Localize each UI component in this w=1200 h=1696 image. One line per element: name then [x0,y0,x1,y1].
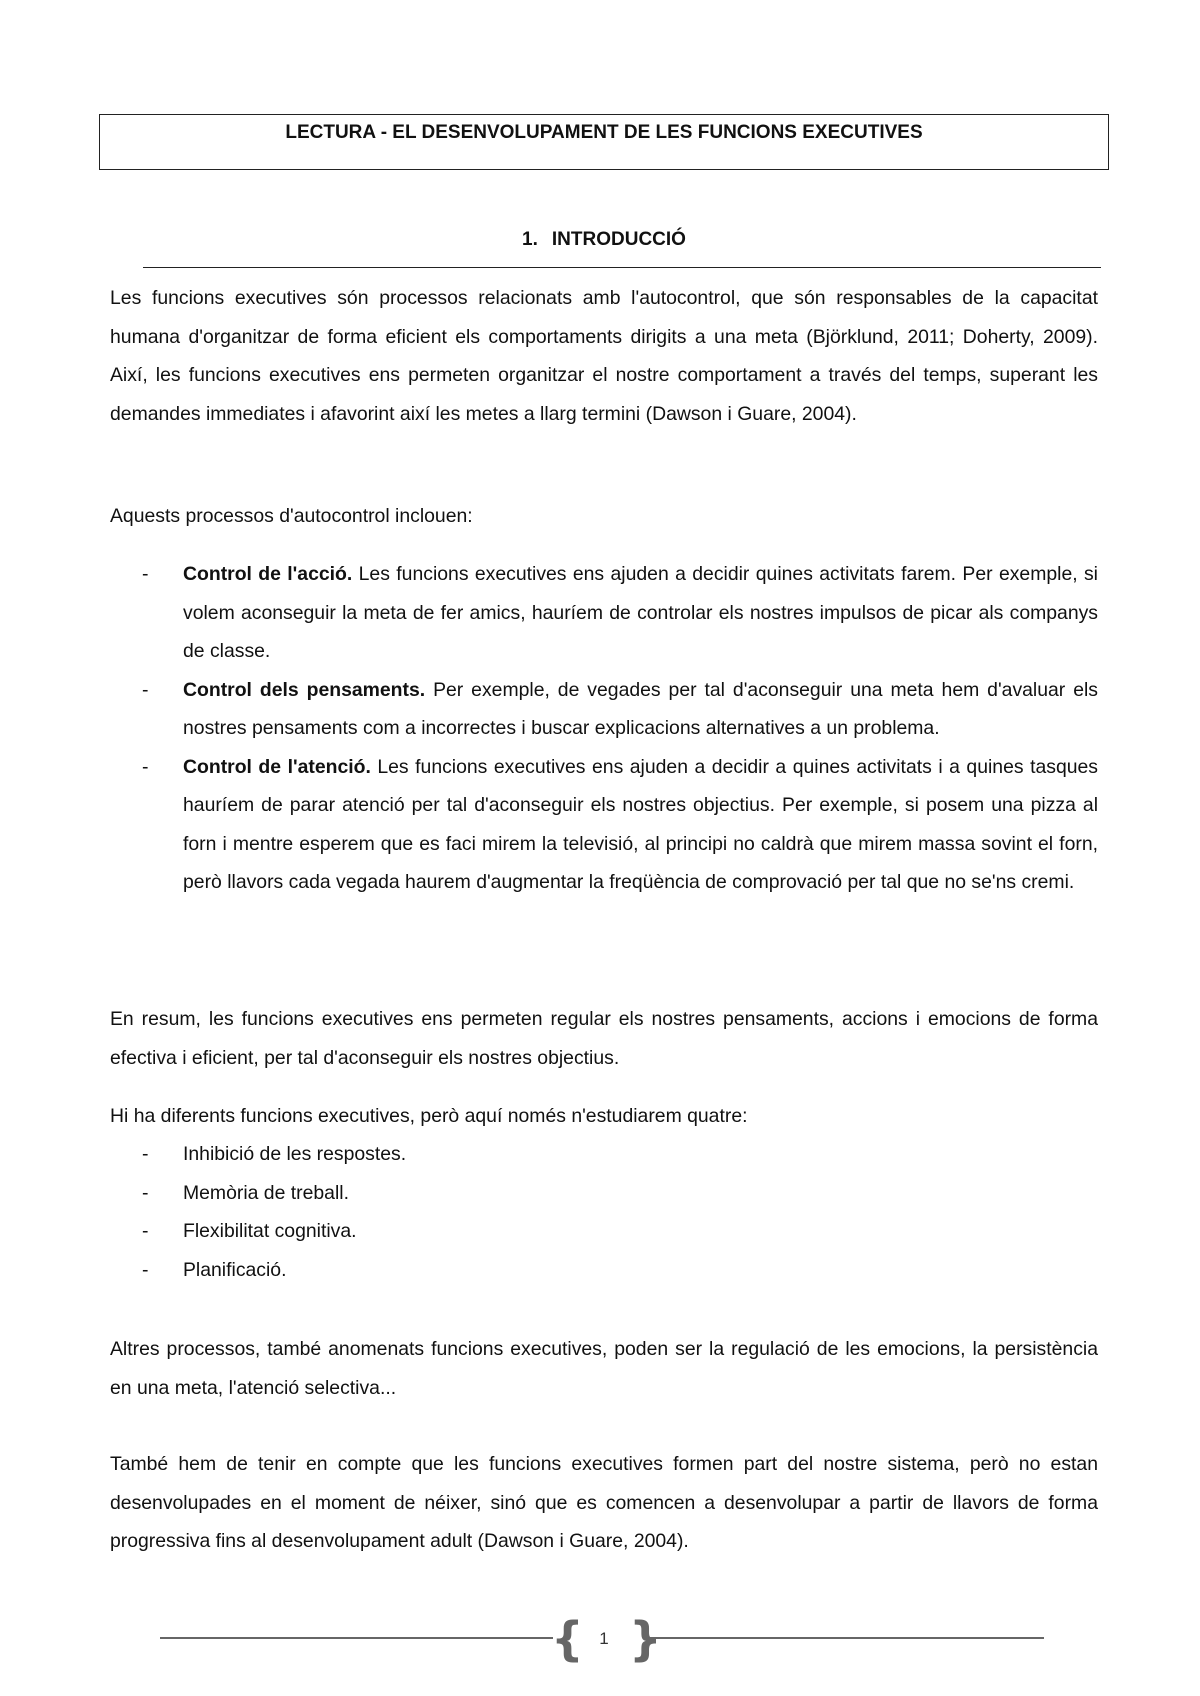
bullet-dash: - [142,678,149,701]
footer-brace-left: { [551,1612,584,1666]
footer-brace-right: } [629,1612,662,1666]
document-title: LECTURA - EL DESENVOLUPAMENT DE LES FUNCIONS EXECUTIVES [285,122,923,143]
intro-paragraph: Les funcions executives són processos relacionats amb l'autocontrol, que són responsables de la capacitat humana d'organitzar de forma eficient els comportaments dirigits a una meta (Björklund, 2011; Doherty, 2009). Així, les funcions executives ens permeten organitzar el nostre comportament a través del temps, superant les demandes immediates i afavorint així les metes a llarg termini (Dawson i Guare, 2004). [110,287,1098,425]
section-heading [0,229,1200,251]
hiha-paragraph: Hi ha diferents funcions executives, però aquí només n'estudiarem quatre: [110,1105,748,1127]
bullet-dash: - [142,1220,149,1242]
bullet-text [183,671,1098,748]
list-item [110,555,1098,671]
section-number: 1. [522,229,538,250]
list-item [110,1174,1098,1213]
title-box [99,114,1109,170]
altres-paragraph: Altres processos, també anomenats funcions executives, poden ser la regulació de les emocions, la persistència en una meta, l'atenció selectiva... [110,1338,1098,1399]
page-footer [0,1612,1200,1675]
bullet-text [183,555,1098,671]
list-item-text: Memòria de treball. [183,1181,349,1204]
bullet-term: Control de l'atenció. [183,755,371,778]
list-item-text: Inhibició de les respostes. [183,1143,407,1165]
aquests-paragraph: Aquests processos d'autocontrol inclouen: [110,505,473,527]
bullet-body: Les funcions executives ens ajuden a decidir a quines activitats i a quines tasques hauríem de parar atenció per tal d'aconseguir els nostres objectius. Per exemple, si posem una pizza al forn i mentre esperem que es faci mirem la televisió, al principi no caldrà que mirem massa sovint el forn, però llavors cada vegada haurem d'augmentar la freqüència de comprovació per tal que no se'ns cremi. [183,755,1098,893]
page-number: 1 [599,1629,609,1648]
list-item-text: Planificació. [183,1258,287,1281]
bullet-body: Les funcions executives ens ajuden a decidir quines activitats farem. Per exemple, si volem aconseguir la meta de fer amics, hauríem de controlar els nostres impulsos de picar als companys de classe. [183,563,1098,662]
control-bullet-list [110,555,1098,902]
footer-rule-left [160,1637,553,1639]
bullet-body: Per exemple, de vegades per tal d'aconseguir una meta hem d'avaluar els nostres pensaments com a incorrectes i buscar explicacions alternatives a un problema. [183,678,1098,739]
list-item [110,1135,1098,1174]
bullet-dash: - [142,755,149,778]
resum-paragraph: En resum, les funcions executives ens permeten regular els nostres pensaments, accions i emocions de forma efectiva i eficient, per tal d'aconseguir els nostres objectius. [110,1008,1098,1069]
footer-rule-right [648,1637,1044,1639]
section-title: INTRODUCCIÓ [551,229,686,250]
bullet-text [183,748,1098,902]
bullet-term: Control de l'acció. [183,563,353,585]
functions-list [110,1135,1098,1289]
list-item-text: Flexibilitat cognitiva. [183,1220,357,1242]
section-divider [143,267,1101,268]
list-item [110,671,1098,748]
bullet-dash: - [142,1181,149,1204]
bullet-term: Control dels pensaments. [183,678,426,701]
list-item [110,748,1098,902]
list-item [110,1251,1098,1290]
bullet-dash: - [142,563,149,585]
bullet-dash: - [142,1143,149,1165]
bullet-dash: - [142,1258,149,1281]
tambe-paragraph: També hem de tenir en compte que les funcions executives formen part del nostre sistema, però no estan desenvolupades en el moment de néixer, sinó que es comencen a desenvolupar a partir de llavors de forma progressiva fins al desenvolupament adult (Dawson i Guare, 2004). [110,1453,1098,1552]
list-item [110,1212,1098,1251]
